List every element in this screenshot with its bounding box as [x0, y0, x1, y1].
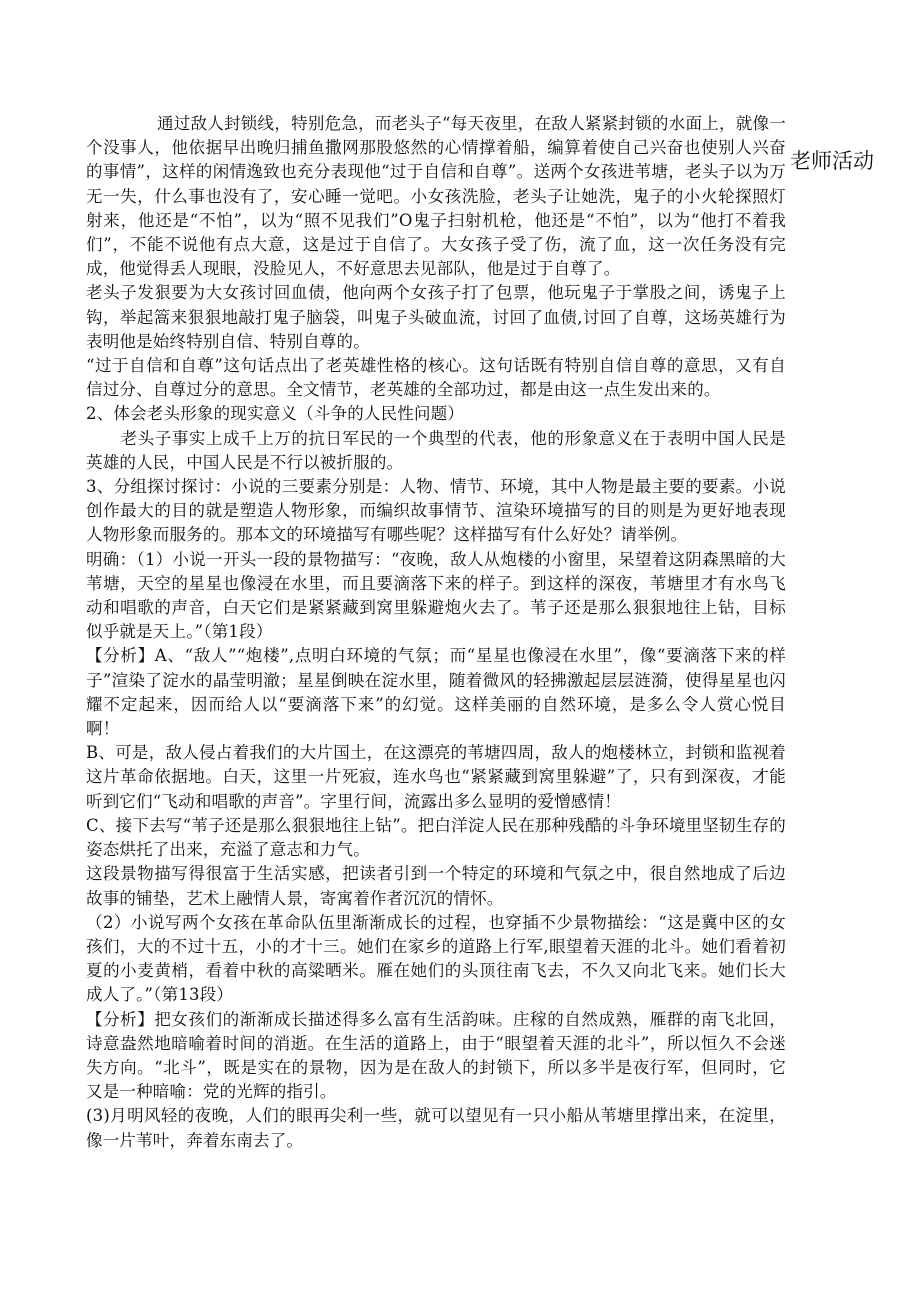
- paragraph-analysis-a: 【分析】A、“敌人”“炮楼”,点明白环境的气氛；而“星星也像浸在水里”，像“要滴落下来的样子”渲染了淀水的晶莹明澈；星星倒映在淀水里，随着微风的轻拂激起层层涟漪，使得星星也闪耀不定起来，因而给人以“要滴落下来”的幻觉。这样美丽的自然环境，是多么令人赏心悦目啊！: [86, 646, 786, 739]
- section-heading-3: 3、分组探讨探讨：小说的三要素分别是：人物、情节、环境，其中人物是最主要的要素。小说创作最大的目的就是塑造人物形象，而编织故事情节、渲染环境描写的目的则是为更好地表现人物形象而服务的。那本文的环境描写有哪些呢？这样描写有什么好处？请举例。: [86, 477, 786, 545]
- paragraph-clarify-3: (3)月明风轻的夜晚，人们的眼再尖利一些，就可以望见有一只小船从苇塘里撑出来，在淀里，像一片苇叶，奔着东南去了。: [86, 1106, 786, 1150]
- paragraph-clarify-1: 明确：（1）小说一开头一段的景物描写：“夜晚，敌人从炮楼的小窗里，呆望着这阴森黑暗的大苇塘，天空的星星也像浸在水里，而且要滴落下来的样子。到这样的深夜，苇塘里才有水鸟飞动和唱歌的声音，白天它们是紧紧藏到窝里躲避炮火去了。苇子还是那么狠狠地往上钻，目标似乎就是天上。”（第1段）: [86, 549, 786, 642]
- teacher-activity-label: 老师活动: [790, 149, 874, 173]
- paragraph-scene-summary: 这段景物描写得很富于生活实感，把读者引到一个特定的环境和气氛之中，很自然地成了后边故事的铺垫，艺术上融情人景，寄寓着作者沉沉的情怀。: [86, 864, 786, 908]
- paragraph-analysis-girls: 【分析】把女孩们的渐渐成长描述得多么富有生活韵味。庄稼的自然成熟，雁群的南飞北回，诗意盎然地暗喻着时间的消逝。在生活的道路上，由于“眼望着天涯的北斗”，所以恒久不会迷失方向。“北斗”，既是实在的景物，因为是在敌人的封锁下，所以多半是夜行军，但同时，它又是一种暗喻：党的光辉的指引。: [86, 1009, 786, 1102]
- paragraph-character-core: “过于自信和自尊”这句话点出了老英雄性格的核心。这句话既有特别自信自尊的意思，又有自信过分、自尊过分的意思。全文情节，老英雄的全部功过，都是由这一点生发出来的。: [86, 356, 786, 400]
- paragraph-analysis-c: C、接下去写“苇子还是那么狠狠地往上钻”。把白洋淀人民在那种残酷的斗争环境里坚韧生存的姿态烘托了出来，充溢了意志和力气。: [86, 815, 786, 860]
- paragraph-revenge: 老头子发狠要为大女孩讨回血债，他向两个女孩子打了包票，他玩鬼子于掌股之间，诱鬼子上钩，举起篙来狠狠地敲打鬼子脑袋，叫鬼子头破血流，讨回了血债,讨回了自尊，这场英雄行为表明他是始终特别自信、特别自尊的。: [86, 283, 786, 351]
- paragraph-realistic-meaning: 老头子事实上成千上万的抗日军民的一个典型的代表，他的形象意义在于表明中国人民是英雄的人民，中国人民是不行以被折服的。: [86, 428, 786, 472]
- section-heading-2: 2、体会老头形象的现实意义（斗争的人民性问题）: [86, 404, 465, 424]
- document-body: [86, 112, 786, 1153]
- paragraph-analysis-b: B、可是，敌人侵占着我们的大片国土，在这漂亮的苇塘四周，敌人的炮楼林立，封锁和监视着这片革命依据地。白天，这里一片死寂，连水鸟也“紧紧藏到窝里躲避”了，只有到深夜，才能听到它们“飞动和唱歌的声音”。字里行间，流露出多么显明的爱憎感情！: [86, 743, 786, 811]
- paragraph-crossing-blockade: 通过敌人封锁线，特别危急，而老头子“每天夜里，在敌人紧紧封锁的水面上，就像一个没事人，他依据早出晚归捕鱼撒网那股悠然的心情撑着船，编算着使自己兴奋也使别人兴奋的事情”，这样的闲情逸致也充分表现他“过于自信和自尊”。送两个女孩进苇塘，老头子以为万无一失，什么事也没有了，安心睡一觉吧。小女孩洗脸，老头子让她洗，鬼子的小火轮探照灯射来，他还是“不怕”，以为“照不见我们”O鬼子扫射机枪，他还是“不怕”，以为“他打不着我们”，不能不说他有点大意，这是过于自信了。大女孩子受了伤，流了血，这一次任务没有完成，他觉得丢人现眼，没脸见人，不好意思去见部队，他是过于自尊了。: [86, 114, 786, 279]
- paragraph-clarify-2: （2）小说写两个女孩在革命队伍里渐渐成长的过程，也穿插不少景物描绘：“这是冀中区的女孩们，大的不过十五，小的才十三。她们在家乡的道路上行军,眼望着天涯的北斗。她们看着初夏的小麦黄梢，看着中秋的高粱晒米。雁在她们的头顶往南飞去，不久又向北飞来。她们长大成人了。”（第13段）: [86, 912, 786, 1005]
